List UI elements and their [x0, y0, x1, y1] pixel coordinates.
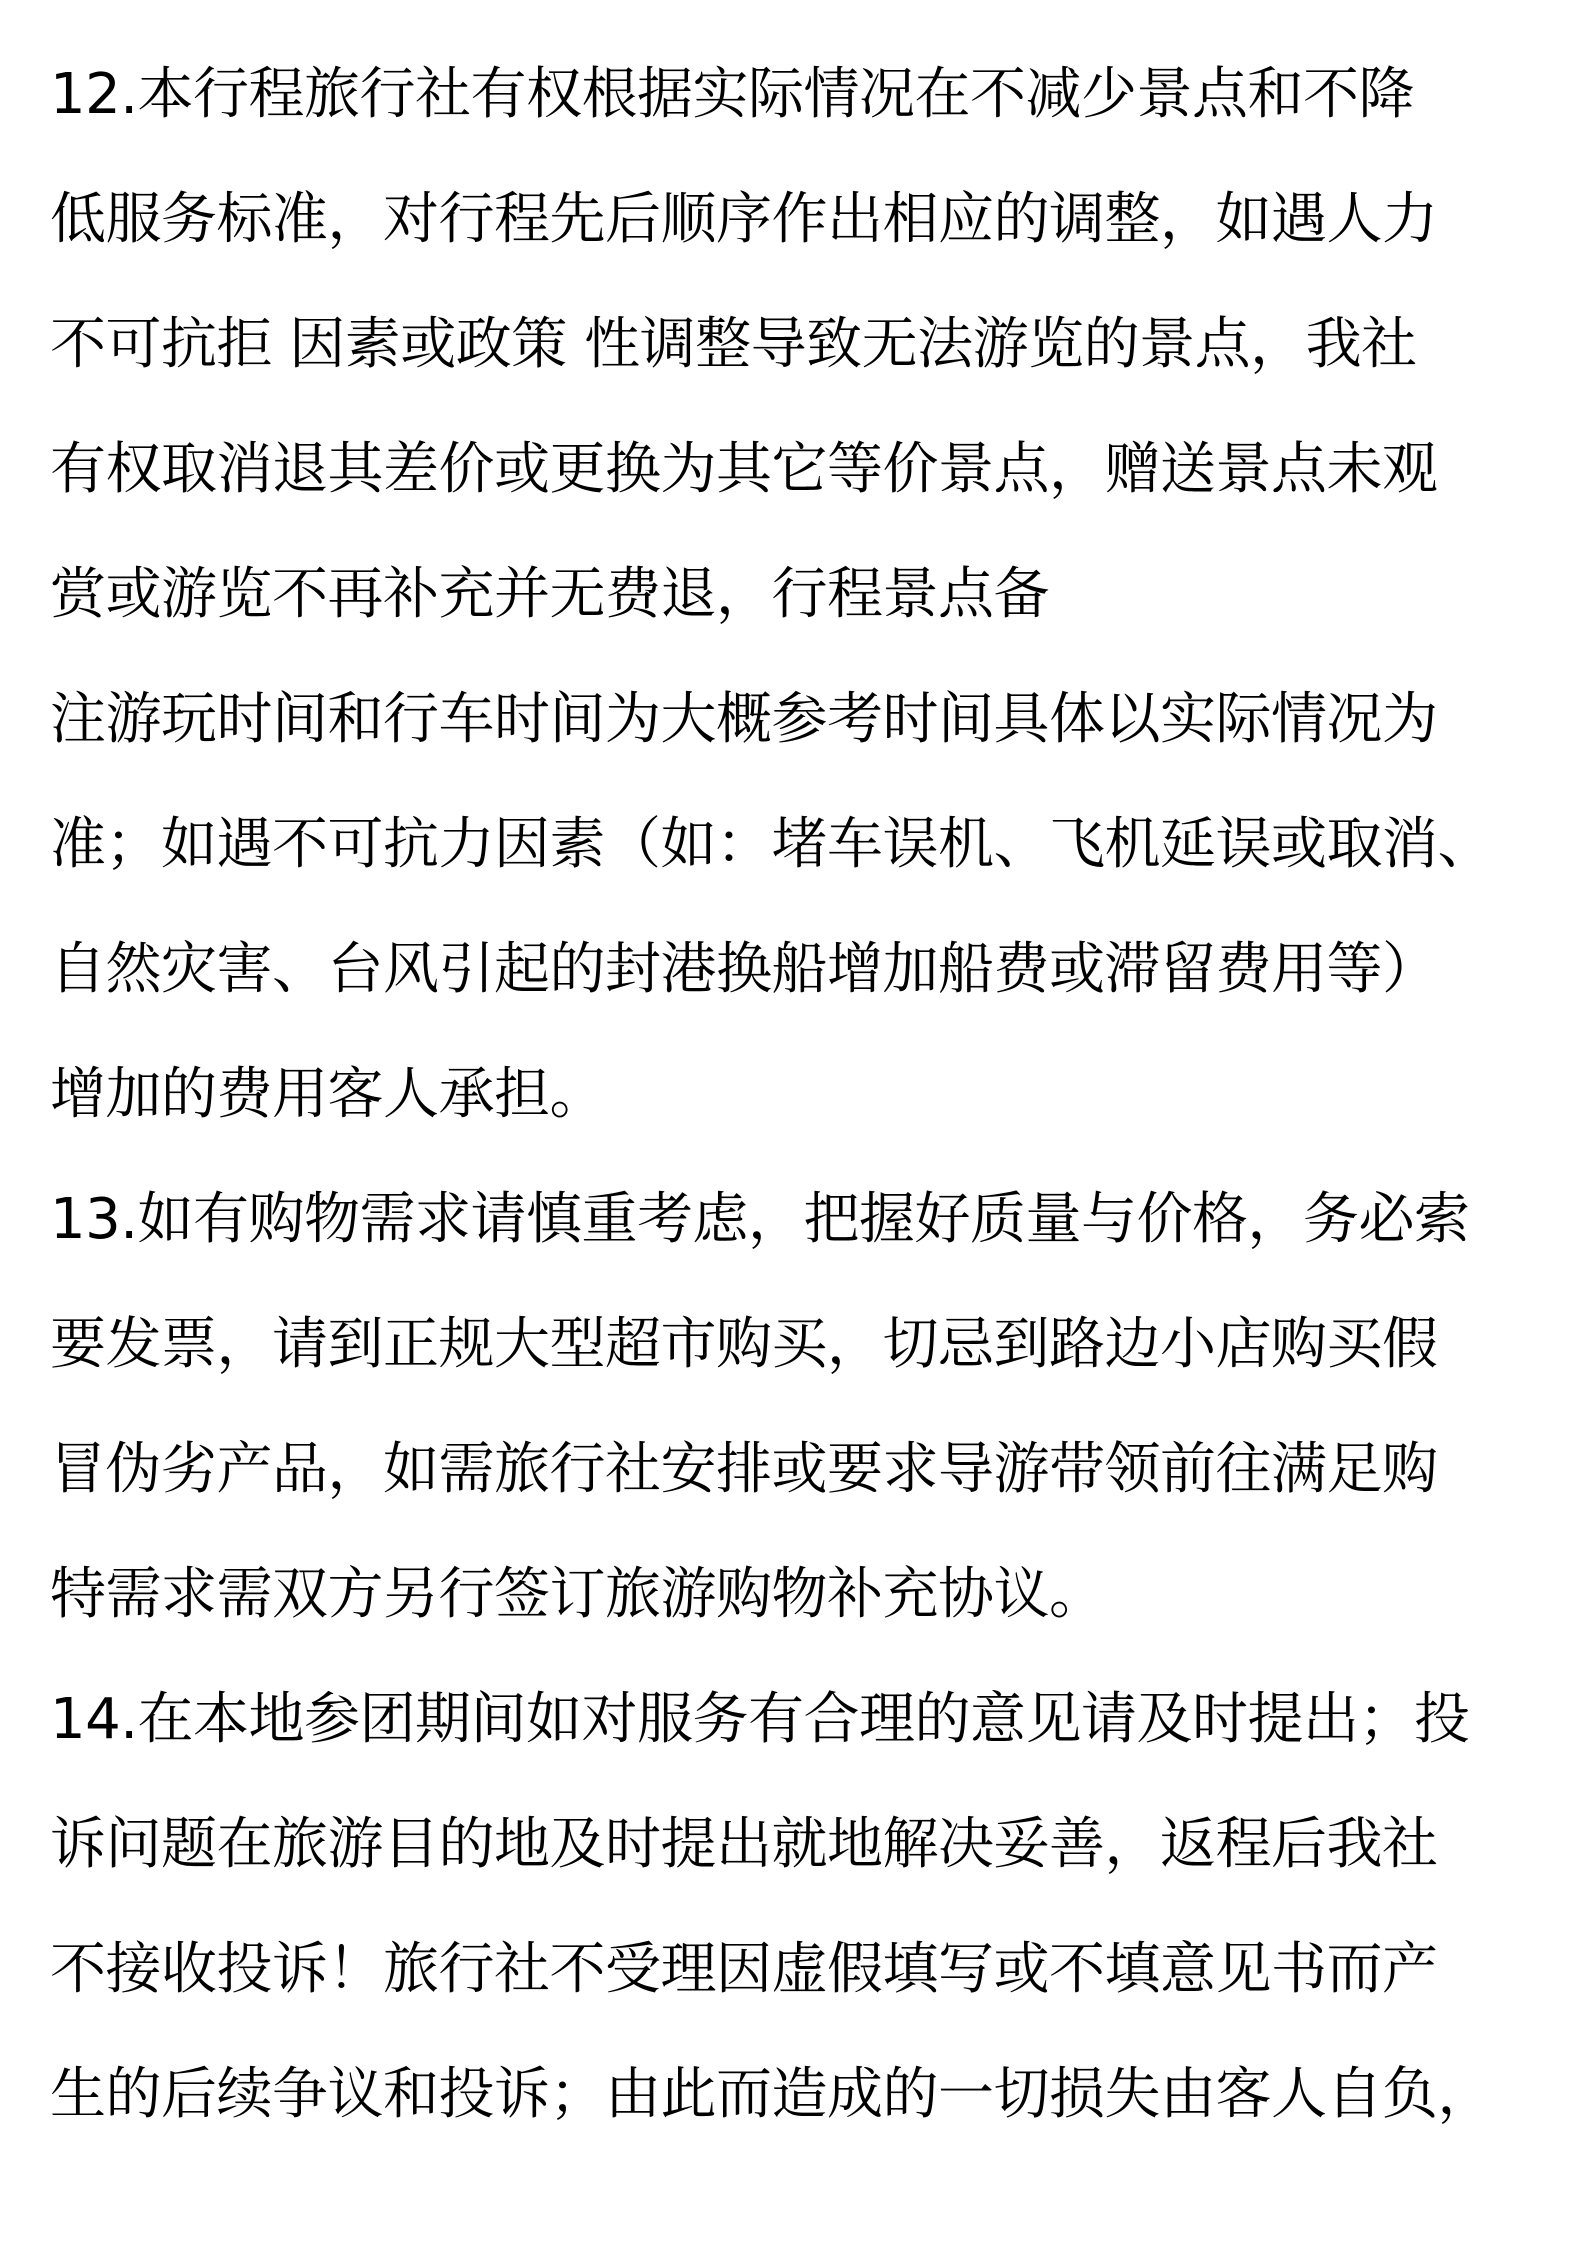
- text-line-13: 特需求需双方另行签订旅游购物补充协议。: [50, 1562, 1105, 1627]
- text-line-2: 低服务标准，对行程先后顺序作出相应的调整，如遇人力: [50, 187, 1438, 252]
- text-line-14: 14.在本地参团期间如对服务有合理的意见请及时提出；投: [50, 1687, 1470, 1752]
- text-line-11: 要发票，请到正规大型超市购买，切忌到路边小店购买假: [50, 1312, 1438, 1377]
- text-line-6: 注游玩时间和行车时间为大概参考时间具体以实际情况为: [50, 687, 1438, 752]
- text-line-16: 不接收投诉！旅行社不受理因虚假填写或不填意见书而产: [50, 1937, 1438, 2002]
- text-line-5: 赏或游览不再补充并无费退，行程景点备: [50, 562, 1049, 627]
- text-line-9: 增加的费用客人承担。: [50, 1062, 605, 1127]
- text-line-17: 生的后续争议和投诉；由此而造成的一切损失由客人自负，: [50, 2062, 1493, 2127]
- text-line-15: 诉问题在旅游目的地及时提出就地解决妥善，返程后我社: [50, 1812, 1438, 1877]
- text-line-3: 不可抗拒 因素或政策 性调整导致无法游览的景点，我社: [50, 312, 1417, 377]
- text-line-1: 12.本行程旅行社有权根据实际情况在不减少景点和不降: [50, 62, 1415, 127]
- text-line-10: 13.如有购物需求请慎重考虑，把握好质量与价格，务必索: [50, 1187, 1470, 1252]
- text-line-12: 冒伪劣产品，如需旅行社安排或要求导游带领前往满足购: [50, 1437, 1438, 1502]
- text-line-8: 自然灾害、台风引起的封港换船增加船费或滞留费用等）: [50, 937, 1438, 1002]
- text-line-7: 准；如遇不可抗力因素（如：堵车误机、飞机延误或取消、: [50, 812, 1493, 877]
- text-line-4: 有权取消退其差价或更换为其它等价景点，赠送景点未观: [50, 437, 1438, 502]
